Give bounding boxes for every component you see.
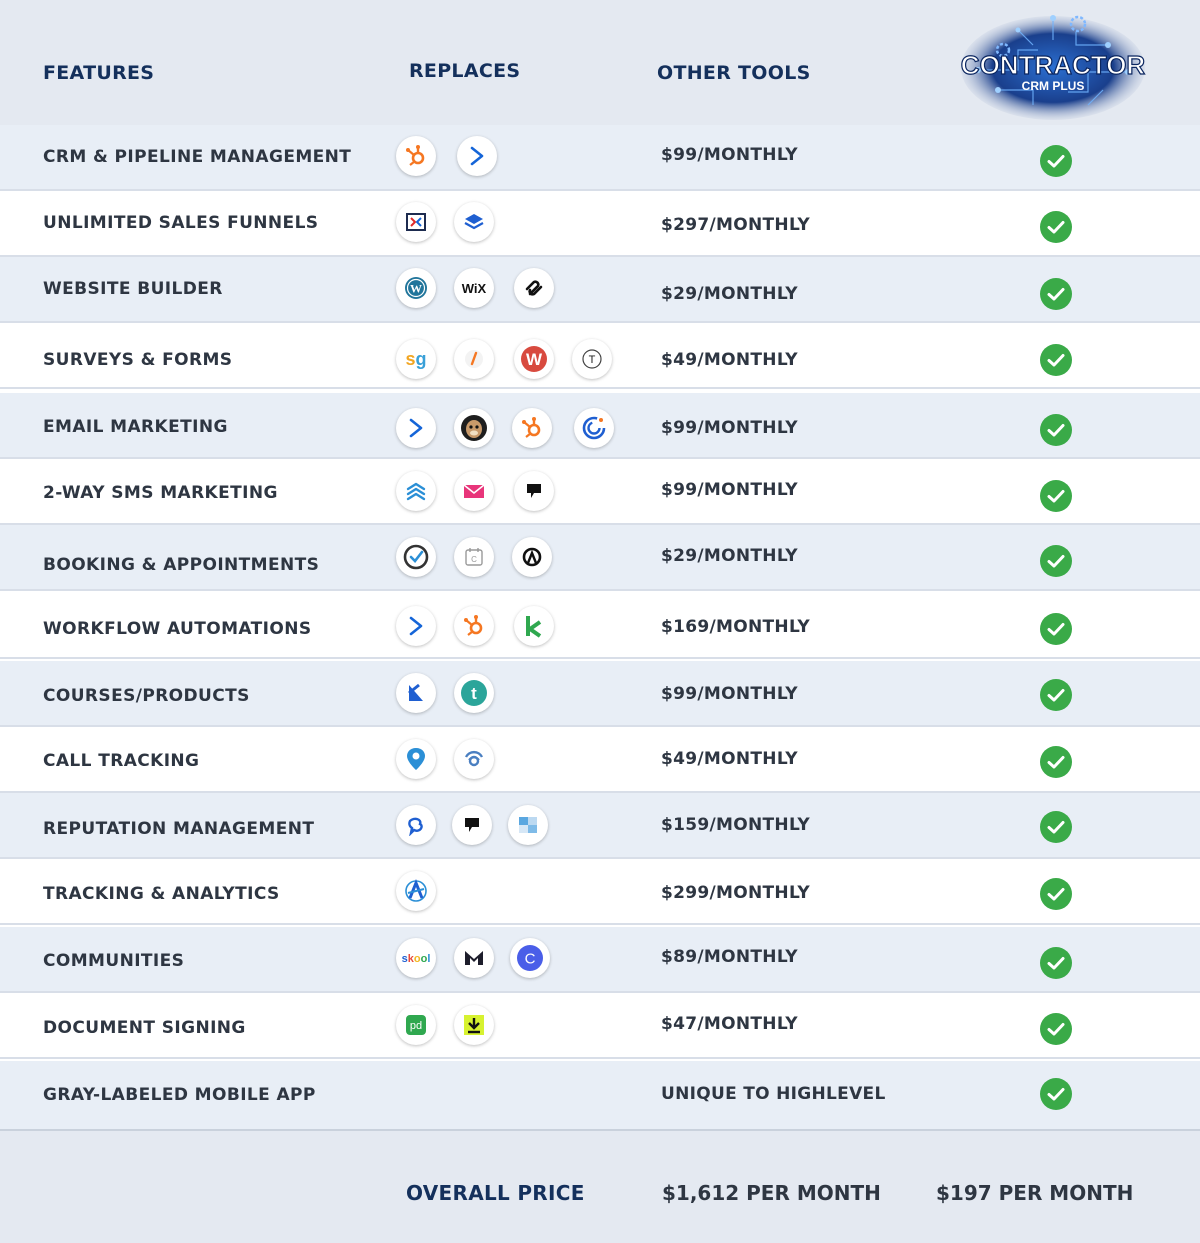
table-row bbox=[0, 793, 1200, 859]
svg-text:T: T bbox=[588, 354, 596, 366]
other-tools-total: $1,612 PER MONTH bbox=[662, 1181, 881, 1205]
feature-label: UNLIMITED SALES FUNNELS bbox=[43, 213, 319, 233]
other-tools-price: $297/MONTHLY bbox=[661, 215, 811, 235]
check-icon bbox=[1040, 1013, 1072, 1045]
svg-text:C: C bbox=[471, 555, 477, 564]
other-tools-price: $99/MONTHLY bbox=[661, 145, 798, 165]
other-tools-price: $299/MONTHLY bbox=[661, 883, 811, 903]
activecampaign-icon bbox=[457, 136, 497, 176]
feature-label: EMAIL MARKETING bbox=[43, 417, 228, 437]
overall-price-footer bbox=[0, 1129, 1200, 1243]
table-row bbox=[0, 1061, 1200, 1129]
check-icon bbox=[1040, 679, 1072, 711]
pandadoc-icon bbox=[396, 1005, 436, 1045]
features-column-header: FEATURES bbox=[43, 62, 155, 84]
feature-label: WORKFLOW AUTOMATIONS bbox=[43, 619, 312, 639]
puzzle-icon bbox=[508, 805, 548, 845]
podium-icon bbox=[452, 805, 492, 845]
feature-label: REPUTATION MANAGEMENT bbox=[43, 819, 315, 839]
mightynetworks-icon bbox=[454, 938, 494, 978]
table-row bbox=[0, 993, 1200, 1059]
svg-text:W: W bbox=[410, 281, 422, 296]
clickfunnels-icon bbox=[396, 202, 436, 242]
svg-text:WiX: WiX bbox=[461, 281, 487, 296]
squarespace-icon bbox=[514, 268, 554, 308]
other-tools-price: $89/MONTHLY bbox=[661, 947, 798, 967]
other-tools-price: $49/MONTHLY bbox=[661, 350, 798, 370]
podium-icon bbox=[514, 471, 554, 511]
check-icon bbox=[1040, 1078, 1072, 1110]
feature-label: COMMUNITIES bbox=[43, 951, 185, 971]
other-tools-price: UNIQUE TO HIGHLEVEL bbox=[661, 1084, 886, 1104]
phone-ring-icon bbox=[454, 739, 494, 779]
check-icon bbox=[1040, 811, 1072, 843]
table-row bbox=[0, 393, 1200, 459]
svg-text:t: t bbox=[471, 684, 477, 703]
feature-label: DOCUMENT SIGNING bbox=[43, 1018, 246, 1038]
table-header bbox=[0, 0, 1200, 127]
wordpress-icon bbox=[396, 268, 436, 308]
feature-label: SURVEYS & FORMS bbox=[43, 350, 233, 370]
other-tools-price: $99/MONTHLY bbox=[661, 684, 798, 704]
table-row bbox=[0, 727, 1200, 793]
hubspot-icon bbox=[396, 136, 436, 176]
check-icon bbox=[1040, 414, 1072, 446]
wix-icon bbox=[454, 268, 494, 308]
other-tools-price: $29/MONTHLY bbox=[661, 546, 798, 566]
other-tools-price: $29/MONTHLY bbox=[661, 284, 798, 304]
feature-label: GRAY-LABELED MOBILE APP bbox=[43, 1085, 316, 1105]
teachable-icon bbox=[454, 673, 494, 713]
svg-text:C: C bbox=[524, 950, 536, 968]
hubspot-icon bbox=[512, 408, 552, 448]
feature-label: TRACKING & ANALYTICS bbox=[43, 884, 280, 904]
check-icon bbox=[1040, 878, 1072, 910]
other-tools-price: $49/MONTHLY bbox=[661, 749, 798, 769]
table-row bbox=[0, 125, 1200, 191]
replaces-column-header: REPLACES bbox=[409, 60, 521, 82]
table-row bbox=[0, 257, 1200, 323]
download-icon bbox=[454, 1005, 494, 1045]
other-tools-column-header: OTHER TOOLS bbox=[657, 62, 811, 84]
svg-text:sg: sg bbox=[405, 349, 427, 369]
contractor-total: $197 PER MONTH bbox=[936, 1181, 1134, 1205]
analytics-icon bbox=[396, 871, 436, 911]
table-row bbox=[0, 525, 1200, 591]
callrail-icon bbox=[396, 739, 436, 779]
hubspot-icon bbox=[454, 606, 494, 646]
skool-icon bbox=[396, 938, 436, 978]
contractor-crm-plus-logo bbox=[958, 10, 1148, 122]
activecampaign-icon bbox=[396, 408, 436, 448]
activecampaign-icon bbox=[396, 606, 436, 646]
logo-main-text: CONTRACTOR bbox=[960, 50, 1146, 80]
feature-label: 2-WAY SMS MARKETING bbox=[43, 483, 278, 503]
check-icon bbox=[1040, 480, 1072, 512]
other-tools-price: $159/MONTHLY bbox=[661, 815, 811, 835]
layers-icon bbox=[454, 202, 494, 242]
typeform-icon bbox=[572, 339, 612, 379]
table-row bbox=[0, 859, 1200, 925]
acuity-icon bbox=[512, 537, 552, 577]
feature-label: CRM & PIPELINE MANAGEMENT bbox=[43, 147, 352, 167]
other-tools-price: $169/MONTHLY bbox=[661, 617, 811, 637]
calendly-icon bbox=[396, 537, 436, 577]
surveygizmo-icon bbox=[396, 339, 436, 379]
other-tools-price: $99/MONTHLY bbox=[661, 480, 798, 500]
mailchimp-icon bbox=[454, 408, 494, 448]
birdeye-icon bbox=[396, 805, 436, 845]
logo-sub-text: CRM PLUS bbox=[1021, 79, 1085, 93]
feature-label: COURSES/PRODUCTS bbox=[43, 686, 250, 706]
check-icon bbox=[1040, 211, 1072, 243]
calendar-icon bbox=[454, 537, 494, 577]
table-row bbox=[0, 191, 1200, 257]
envelope-icon bbox=[454, 471, 494, 511]
table-row bbox=[0, 323, 1200, 389]
check-icon bbox=[1040, 746, 1072, 778]
other-tools-price: $99/MONTHLY bbox=[661, 418, 798, 438]
feature-label: CALL TRACKING bbox=[43, 751, 200, 771]
overall-price-label: OVERALL PRICE bbox=[406, 1181, 585, 1205]
table-row bbox=[0, 459, 1200, 525]
check-icon bbox=[1040, 145, 1072, 177]
check-icon bbox=[1040, 947, 1072, 979]
feature-label: WEBSITE BUILDER bbox=[43, 279, 223, 299]
table-row bbox=[0, 593, 1200, 659]
keap-icon bbox=[514, 606, 554, 646]
kajabi-icon bbox=[396, 673, 436, 713]
other-tools-price: $47/MONTHLY bbox=[661, 1014, 798, 1034]
svg-text:pd: pd bbox=[409, 1020, 423, 1032]
check-icon bbox=[1040, 344, 1072, 376]
svg-text:skool: skool bbox=[401, 953, 431, 965]
textmagic-icon bbox=[396, 471, 436, 511]
table-row bbox=[0, 661, 1200, 727]
constantcontact-icon bbox=[574, 408, 614, 448]
wufoo-icon bbox=[514, 339, 554, 379]
svg-text:W: W bbox=[525, 350, 543, 369]
check-icon bbox=[1040, 613, 1072, 645]
check-icon bbox=[1040, 545, 1072, 577]
jotform-icon bbox=[454, 339, 494, 379]
table-row bbox=[0, 927, 1200, 993]
check-icon bbox=[1040, 278, 1072, 310]
circle-icon bbox=[510, 938, 550, 978]
feature-label: BOOKING & APPOINTMENTS bbox=[43, 555, 320, 575]
